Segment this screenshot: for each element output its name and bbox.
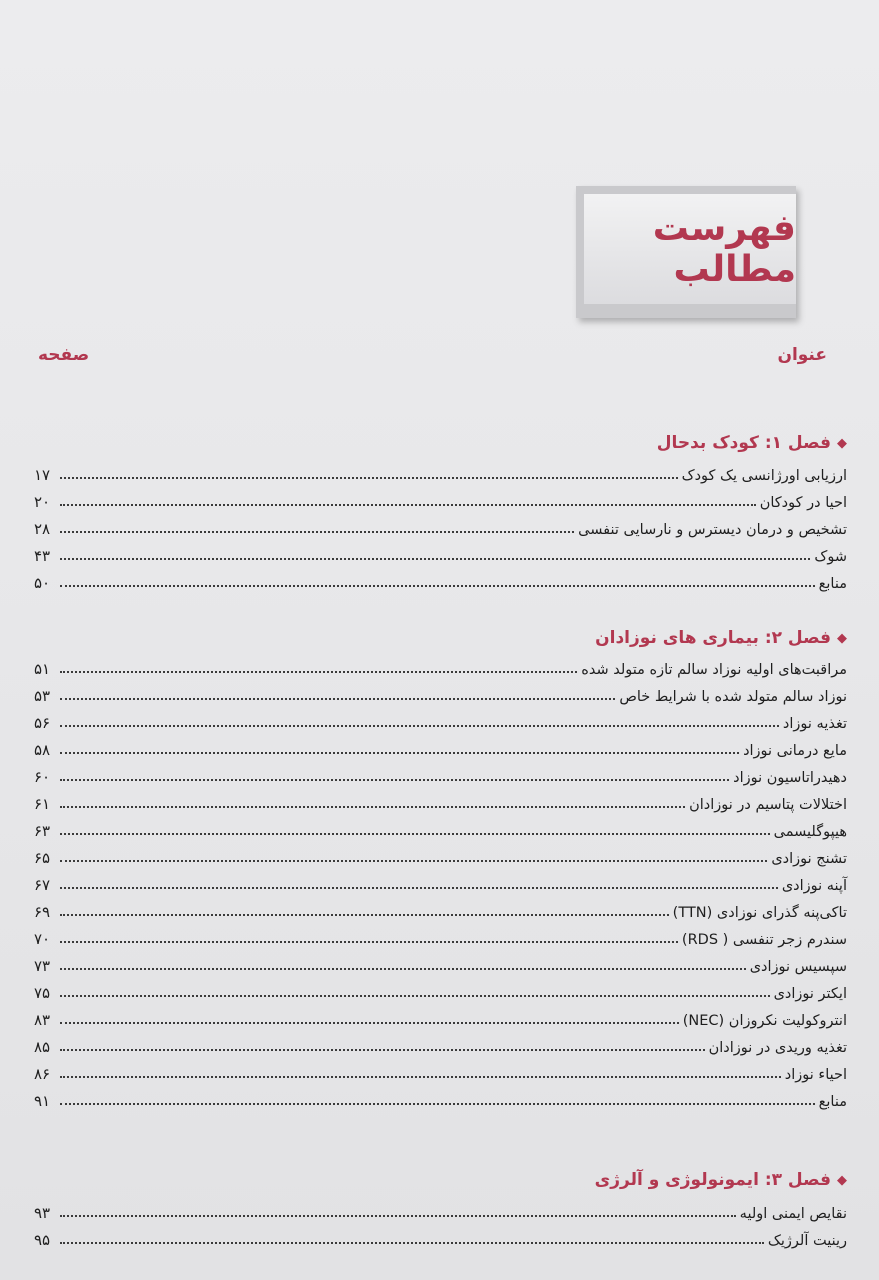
- entry-page: ۲۰: [34, 493, 51, 511]
- entry-label: نقایص ایمنی اولیه: [739, 1206, 847, 1222]
- entry-label: منابع: [818, 576, 847, 592]
- title-box: [576, 186, 796, 318]
- dot-leader: [60, 779, 729, 781]
- toc-entry: [34, 1225, 847, 1249]
- toc-entry: [34, 708, 847, 732]
- diamond-bullet-icon: ◆: [837, 630, 847, 646]
- dot-leader: [60, 860, 767, 862]
- entry-label: تغذیه وریدی در نوزادان: [708, 1040, 847, 1056]
- dot-leader: [60, 806, 685, 808]
- entry-label: نوزاد سالم متولد شده با شرایط خاص: [619, 689, 847, 705]
- page-column-header: صفحه: [38, 345, 90, 365]
- dot-leader: [60, 671, 577, 673]
- chapter-1-heading: [657, 433, 847, 453]
- entry-label: سندرم زجر تنفسی ( RDS): [681, 932, 847, 948]
- dot-leader: [60, 1076, 781, 1078]
- entry-label: احیاء نوزاد: [784, 1067, 847, 1083]
- entry-page: ۹۳: [34, 1204, 51, 1222]
- entry-page: ۶۵: [34, 849, 51, 867]
- entry-page: ۶۳: [34, 822, 51, 840]
- entry-page: ۸۳: [34, 1011, 51, 1029]
- toc-entry: [34, 924, 847, 948]
- toc-entry: [34, 1198, 847, 1222]
- toc-entry: [34, 816, 847, 840]
- chapter-title: فصل ۲: بیماری های نوزادان: [595, 628, 831, 648]
- page-title: فهرست مطالب: [652, 208, 796, 290]
- toc-entry: [34, 762, 847, 786]
- entry-page: ۶۹: [34, 903, 51, 921]
- toc-entry: [34, 1059, 847, 1083]
- dot-leader: [60, 1242, 764, 1244]
- toc-entry: [34, 897, 847, 921]
- diamond-bullet-icon: ◆: [837, 1172, 847, 1188]
- entry-label: سپسیس نوزادی: [749, 959, 847, 975]
- entry-label: رینیت آلرژیک: [767, 1233, 847, 1249]
- dot-leader: [60, 531, 574, 533]
- toc-entry: [34, 681, 847, 705]
- entry-label: تغذیه نوزاد: [782, 716, 847, 732]
- dot-leader: [60, 504, 756, 506]
- chapter-title: فصل ۱: کودک بدحال: [656, 433, 831, 453]
- entry-label: تشخیص و درمان دیسترس و نارسایی تنفسی: [578, 522, 847, 538]
- toc-entry: [34, 870, 847, 894]
- entry-page: ۲۸: [34, 520, 51, 538]
- entry-page: ۶۱: [34, 795, 51, 813]
- toc-entry: [34, 1086, 847, 1110]
- entry-label: هیپوگلیسمی: [773, 824, 847, 840]
- dot-leader: [60, 833, 770, 835]
- entry-label: مراقبت‌های اولیه نوزاد سالم تازه متولد شده: [581, 662, 847, 678]
- toc-entry: [34, 843, 847, 867]
- dot-leader: [60, 887, 778, 889]
- dot-leader: [60, 968, 746, 970]
- toc-entry: [34, 654, 847, 678]
- chapter-3-heading: [595, 1170, 847, 1190]
- toc-entry: [34, 541, 847, 565]
- entry-page: ۶۰: [34, 768, 51, 786]
- toc-entry: [34, 460, 847, 484]
- entry-page: ۷۰: [34, 930, 51, 948]
- entry-page: ۶۷: [34, 876, 51, 894]
- toc-entry: [34, 514, 847, 538]
- dot-leader: [60, 1049, 705, 1051]
- entry-label: تشنج نوزادی: [771, 851, 847, 867]
- toc-entry: [34, 487, 847, 511]
- toc-entry: [34, 568, 847, 592]
- dot-leader: [60, 995, 770, 997]
- toc-entry: [34, 951, 847, 975]
- title-inner: [584, 194, 796, 304]
- entry-label: احیا در کودکان: [759, 495, 847, 511]
- entry-page: ۹۵: [34, 1231, 51, 1249]
- entry-label: شوک: [814, 549, 847, 565]
- entry-label: اختلالات پتاسیم در نوزادان: [689, 797, 847, 813]
- dot-leader: [60, 1103, 815, 1105]
- entry-label: ایکتر نوزادی: [773, 986, 847, 1002]
- diamond-bullet-icon: ◆: [837, 435, 847, 451]
- chapter-title: فصل ۳: ایمونولوژی و آلرژی: [594, 1170, 831, 1190]
- entry-page: ۴۳: [34, 547, 51, 565]
- entry-label: مایع درمانی نوزاد: [743, 743, 847, 759]
- title-column-header: عنوان: [777, 345, 827, 365]
- toc-entry: [34, 1005, 847, 1029]
- toc-entry: [34, 1032, 847, 1056]
- entry-page: ۵۶: [34, 714, 51, 732]
- dot-leader: [60, 698, 615, 700]
- entry-label: تاکی‌پنه گذرای نوزادی (TTN): [672, 905, 847, 921]
- entry-page: ۱۷: [34, 466, 51, 484]
- toc-entry: [34, 735, 847, 759]
- entry-label: ارزیابی اورژانسی یک کودک: [681, 468, 847, 484]
- entry-label: دهیدراتاسیون نوزاد: [733, 770, 847, 786]
- entry-page: ۷۳: [34, 957, 51, 975]
- dot-leader: [60, 558, 810, 560]
- dot-leader: [60, 914, 669, 916]
- chapter-2-heading: [595, 628, 847, 648]
- dot-leader: [60, 1022, 679, 1024]
- dot-leader: [60, 477, 678, 479]
- entry-page: ۵۰: [34, 574, 51, 592]
- entry-page: ۸۶: [34, 1065, 51, 1083]
- entry-page: ۵۳: [34, 687, 51, 705]
- dot-leader: [60, 585, 815, 587]
- dot-leader: [60, 752, 739, 754]
- entry-page: ۷۵: [34, 984, 51, 1002]
- entry-label: آپنه نوزادی: [781, 878, 847, 894]
- dot-leader: [60, 1215, 736, 1217]
- entry-page: ۹۱: [34, 1092, 51, 1110]
- entry-page: ۵۱: [34, 660, 51, 678]
- dot-leader: [60, 941, 678, 943]
- toc-entry: [34, 978, 847, 1002]
- toc-entry: [34, 789, 847, 813]
- entry-label: انتروکولیت نکروزان (NEC): [682, 1013, 847, 1029]
- entry-label: منابع: [818, 1094, 847, 1110]
- entry-page: ۵۸: [34, 741, 51, 759]
- entry-page: ۸۵: [34, 1038, 51, 1056]
- dot-leader: [60, 725, 779, 727]
